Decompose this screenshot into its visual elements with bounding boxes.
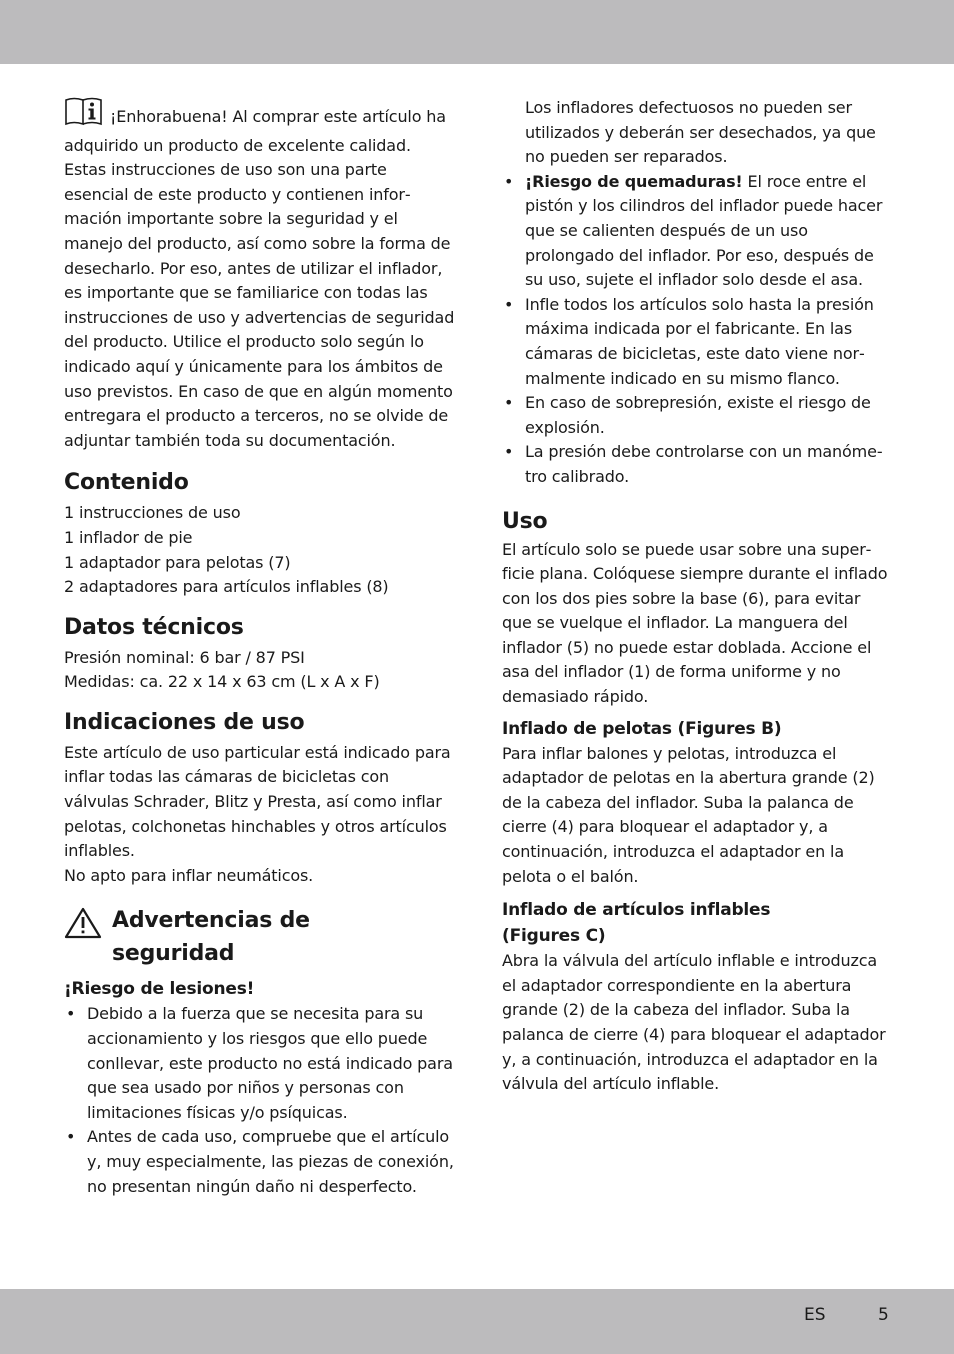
intro-text: ¡Enhorabuena! Al comprar este artículo ha adquirido un producto de excelente calidad. Estas instrucciones de uso son una parte esencial de este producto y contienen información importante sobre la seguridad y el manejo del producto, así como sobre la forma de desecharlo. Por eso, antes de utilizar el inflador, es importante que se familiarice con todas las instrucciones de uso y advertencias de seguridad del producto. Utilice el producto solo según lo indicado aquí y únicamente para los ámbitos de uso previstos. En caso de que en algún momento entregara el producto a terceros, no se olvide de adjuntar también toda su documentación. [64,107,455,450]
riesgo-lesiones-heading: ¡Riesgo de lesiones! [64,979,255,1000]
left-column [64,96,456,1199]
inflables-heading [502,897,894,949]
datos-heading: Datos técnicos [64,614,244,640]
language-code: ES [804,1305,826,1325]
safety-list [502,170,894,490]
page-number: 5 [878,1305,889,1325]
list-item: • Debido a la fuerza que se necesita para su accionamiento y los riesgos que ello puede conllevar, este producto no está indicado para que sea usado por niños y personas con limitaciones físicas y/o psíquicas. [64,1002,456,1125]
datos-line: Medidas: ca. 22 x 14 x 63 cm (L x A x F) [64,672,380,692]
list-item: • Infle todos los artículos solo hasta la presión máxima indicada por el fabricante. En las cámaras de bicicletas, este dato viene normalmente indicado en su mismo flanco. [502,293,894,391]
quemaduras-text: El roce entre el pistón y los cilindros del inflador puede hacer que se calienten después de un uso prolongado del inflador. Por eso, después de su uso, sujete el inflador solo desde el asa. [525,171,883,290]
pelotas-text: Para inflar balones y pelotas, introduzca el adaptador de pelotas en la abertura grande (2) de la cabeza del inflador. Suba la palanca de cierre (4) para bloquear el adaptador y, a continuación, introduzca el adaptador en la pelota o el balón. [502,743,875,886]
list-item: • Antes de cada uso, compruebe que el artículo y, muy especialmente, las piezas de conexión, no presentan ningún daño ni desperfecto. [64,1125,456,1199]
header-bar [0,0,954,64]
contenido-item: 1 adaptador para pelotas (7) [64,552,291,572]
inflables-text: Abra la válvula del artículo inflable e introduzca el adaptador correspondiente en la abertura grande (2) de la cabeza del inflador. Suba la palanca de cierre (4) para bloquear el adaptador y, a continuación, introduzca el adaptador en la válvula del artículo inflable. [502,951,886,1094]
intro-paragraph [64,96,456,453]
right-column [502,96,894,1097]
indicaciones-text: Este artículo de uso particular está indicado para inflar todas las cámaras de bicicletas con válvulas Schrader, Blitz y Presta, así como inflar pelotas, colchonetas hinchables y otros artículos inflables. [64,742,451,861]
advertencias-title-line1: Advertencias de [112,908,310,934]
uso-text: El artículo solo se puede usar sobre una superficie plana. Colóquese siempre durante el inflado con los dos pies sobre la base (6), para evitar que se vuelque el inflador. La manguera del inflador (5) no puede estar doblada. Accione el asa del inflador (1) de forma uniforme y no demasiado rápido. [502,539,888,707]
defectuosos-text: Los infladores defectuosos no pueden ser utilizados y deberán ser desechados, ya que no pueden ser reparados. [525,98,876,167]
riesgo-quemaduras-label: ¡Riesgo de quemaduras! [525,171,743,191]
uso-heading: Uso [502,508,548,534]
contenido-item: 2 adaptadores para artículos inflables (8) [64,577,389,597]
advertencias-title-line2: seguridad [112,941,235,967]
contenido-item: 1 inflador de pie [64,527,193,547]
contenido-heading: Contenido [64,470,189,496]
inflables-heading-line2: (Figures C) [502,926,606,947]
datos-line: Presión nominal: 6 bar / 87 PSI [64,647,305,667]
advertencias-heading [64,904,456,970]
info-book-icon [64,96,104,134]
warning-triangle-icon [64,906,102,940]
list-item: • La presión debe controlarse con un manómetro calibrado. [502,440,894,489]
lesiones-list [64,1002,456,1199]
list-item: • En caso de sobrepresión, existe el riesgo de explosión. [502,391,894,440]
indicaciones-note: No apto para inflar neumáticos. [64,865,314,885]
pelotas-heading: Inflado de pelotas (Figures B) [502,718,782,739]
inflables-heading-line1: Inflado de artículos inflables [502,900,771,921]
indicaciones-heading: Indicaciones de uso [64,709,305,735]
list-item [502,170,894,293]
contenido-item: 1 instrucciones de uso [64,503,241,523]
